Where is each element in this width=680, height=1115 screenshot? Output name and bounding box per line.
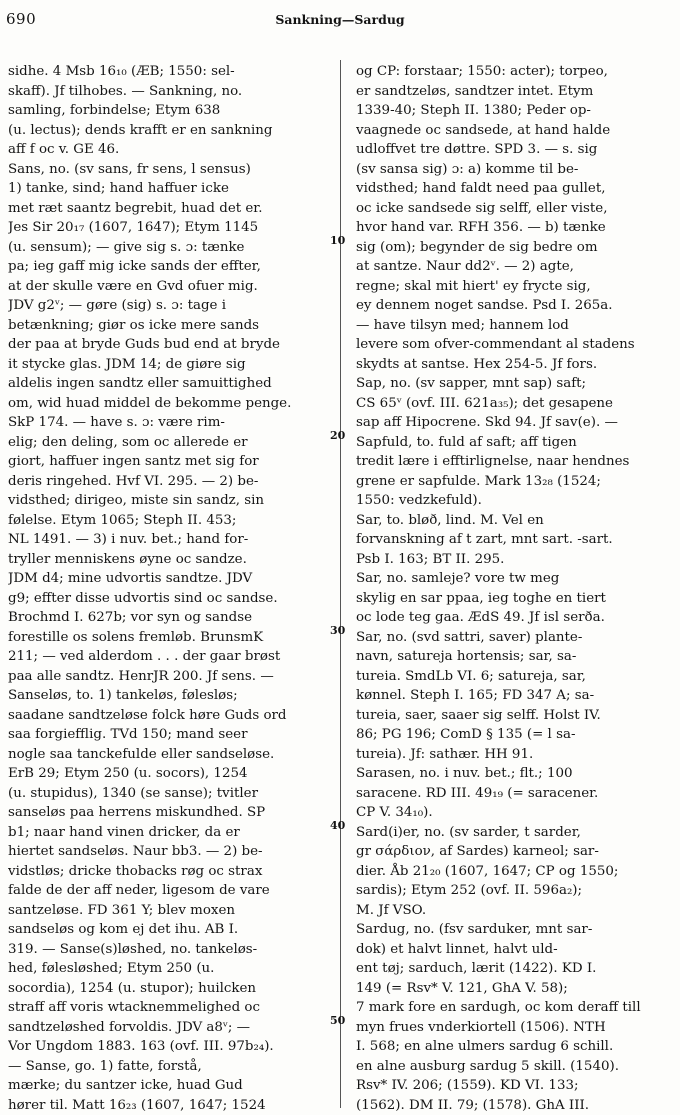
text-line: — Sanse, go. 1) fatte, forstå, xyxy=(8,1057,330,1077)
text-line: Sardug, no. (fsv sarduker, mnt sar- xyxy=(356,920,672,940)
text-line: paa alle sandtz. HenrJR 200. Jf sens. — xyxy=(8,667,330,687)
text-line: er sandtzeløs, sandtzer intet. Etym xyxy=(356,82,672,102)
margin-line-number: 30 xyxy=(330,624,345,637)
right-column xyxy=(356,62,672,1115)
text-line: vaagnede oc sandsede, at hand halde xyxy=(356,121,672,141)
text-line: aldelis ingen sandtz eller samuittighed xyxy=(8,374,330,394)
text-line: sandseløs og kom ej det ihu. AB I. xyxy=(8,920,330,940)
text-line: Psb I. 163; BT II. 295. xyxy=(356,550,672,570)
text-line: vidstløs; dricke thobacks røg oc strax xyxy=(8,862,330,882)
text-line: oc icke sandsede sig selff, eller viste, xyxy=(356,199,672,219)
text-line: (u. sensum); — give sig s. ɔ: tænke xyxy=(8,238,330,258)
text-line: Jes Sir 20₁₇ (1607, 1647); Etym 1145 xyxy=(8,218,330,238)
text-line: betænkning; giør os icke mere sands xyxy=(8,316,330,336)
text-line: at der skulle være en Gvd ofuer mig. xyxy=(8,277,330,297)
text-line: — have tilsyn med; hannem lod xyxy=(356,316,672,336)
text-line: sanseløs paa herrens miskundhed. SP xyxy=(8,803,330,823)
text-line: samling, forbindelse; Etym 638 xyxy=(8,101,330,121)
text-line: saadane sandtzeløse folck høre Guds ord xyxy=(8,706,330,726)
text-line: ErB 29; Etym 250 (u. socors), 1254 xyxy=(8,764,330,784)
text-line: skaff). Jf tilhobes. — Sankning, no. xyxy=(8,82,330,102)
text-line: dok) et halvt linnet, halvt uld- xyxy=(356,940,672,960)
text-line: tureia. SmdLb VI. 6; satureja, sar, xyxy=(356,667,672,687)
text-line: gr σάρδιον, af Sardes) karneol; sar- xyxy=(356,842,672,862)
text-line: myn frues vnderkiortell (1506). NTH xyxy=(356,1018,672,1038)
text-line: Sar, no. (svd sattri, saver) plante- xyxy=(356,628,672,648)
text-line: tredit lære i efftirlignelse, naar hendnes xyxy=(356,452,672,472)
margin-line-number: 10 xyxy=(330,234,345,247)
text-line: aff f oc v. GE 46. xyxy=(8,140,330,160)
text-line: sap aff Hipocrene. Skd 94. Jf sav(e). — xyxy=(356,413,672,433)
text-line: levere som ofver-commendant al stadens xyxy=(356,335,672,355)
text-line: Rsv* IV. 206; (1559). KD VI. 133; xyxy=(356,1076,672,1096)
text-line: (sv sansa sig) ɔ: a) komme til be- xyxy=(356,160,672,180)
text-line: 149 (= Rsv* V. 121, GhA V. 58); xyxy=(356,979,672,999)
text-line: vidsthed; dirigeo, miste sin sandz, sin xyxy=(8,491,330,511)
text-line: oc lode teg gaa. ÆdS 49. Jf isl serða. xyxy=(356,608,672,628)
text-line: tureia). Jf: sathær. HH 91. xyxy=(356,745,672,765)
text-line: it stycke glas. JDM 14; de giøre sig xyxy=(8,355,330,375)
text-line: b1; naar hand vinen dricker, da er xyxy=(8,823,330,843)
text-line: JDV g2ᵛ; — gøre (sig) s. ɔ: tage i xyxy=(8,296,330,316)
text-line: kønnel. Steph I. 165; FD 347 A; sa- xyxy=(356,686,672,706)
text-line: skylig en sar ppaa, ieg toghe en tiert xyxy=(356,589,672,609)
text-line: vidsthed; hand faldt need paa gullet, xyxy=(356,179,672,199)
text-line: pa; ieg gaff mig icke sands der effter, xyxy=(8,257,330,277)
text-line: 1339-40; Steph II. 1380; Peder op- xyxy=(356,101,672,121)
text-line: CS 65ᵛ (ovf. III. 621a₃₅); det gesapene xyxy=(356,394,672,414)
text-line: følelse. Etym 1065; Steph II. 453; xyxy=(8,511,330,531)
text-line: M. Jf VSO. xyxy=(356,901,672,921)
text-line: sardis); Etym 252 (ovf. II. 596a₂); xyxy=(356,881,672,901)
text-line: og CP: forstaar; 1550: acter); torpeo, xyxy=(356,62,672,82)
text-line: Brochmd I. 627b; vor syn og sandse xyxy=(8,608,330,628)
text-line: sandtzeløshed forvoldis. JDV a8ᵛ; — xyxy=(8,1018,330,1038)
text-line: om, wid huad middel de bekomme penge. xyxy=(8,394,330,414)
text-line: falde de der aff neder, ligesom de vare xyxy=(8,881,330,901)
text-line: 319. — Sanse(s)løshed, no. tankeløs- xyxy=(8,940,330,960)
margin-line-number: 20 xyxy=(330,429,345,442)
text-line: Sar, to. bløð, lind. M. Vel en xyxy=(356,511,672,531)
text-line: tryller menniskens øyne oc sandze. xyxy=(8,550,330,570)
text-line: forestille os solens fremløb. BrunsmK xyxy=(8,628,330,648)
text-line: g9; effter disse udvortis sind oc sandse. xyxy=(8,589,330,609)
text-line: der paa at bryde Guds bud end at bryde xyxy=(8,335,330,355)
text-line: Sarasen, no. i nuv. bet.; flt.; 100 xyxy=(356,764,672,784)
text-line: udloffvet tre døttre. SPD 3. — s. sig xyxy=(356,140,672,160)
text-line: saa forgiefflig. TVd 150; mand seer xyxy=(8,725,330,745)
text-line: regne; skal mit hiert' ey frycte sig, xyxy=(356,277,672,297)
text-line: 1550: vedzkefuld). xyxy=(356,491,672,511)
text-line: ey dennem noget sandse. Psd I. 265a. xyxy=(356,296,672,316)
text-line: hvor hand var. RFH 356. — b) tænke xyxy=(356,218,672,238)
text-line: I. 568; en alne ulmers sardug 6 schill. xyxy=(356,1037,672,1057)
text-line: forvanskning af t zart, mnt sart. -sart. xyxy=(356,530,672,550)
running-head: Sankning—Sardug xyxy=(0,12,680,27)
text-line: hed, følesløshed; Etym 250 (u. xyxy=(8,959,330,979)
text-line: straff aff voris wtacknemmelighed oc xyxy=(8,998,330,1018)
page-header xyxy=(0,6,680,36)
text-line: Sard(i)er, no. (sv sarder, t sarder, xyxy=(356,823,672,843)
text-line: grene er sapfulde. Mark 13₂₈ (1524; xyxy=(356,472,672,492)
text-line: skydts at santse. Hex 254-5. Jf fors. xyxy=(356,355,672,375)
text-line: 1) tanke, sind; hand haffuer icke xyxy=(8,179,330,199)
text-line: (1562). DM II. 79; (1578). GhA III. xyxy=(356,1096,672,1115)
text-line: CP V. 34₁₀). xyxy=(356,803,672,823)
text-line: (u. stupidus), 1340 (se sanse); tvitler xyxy=(8,784,330,804)
text-line: Sapfuld, to. fuld af saft; aff tigen xyxy=(356,433,672,453)
text-line: at santze. Naur dd2ᵛ. — 2) agte, xyxy=(356,257,672,277)
text-line: hører til. Matt 16₂₃ (1607, 1647; 1524 xyxy=(8,1096,330,1115)
text-line: sidhe. 4 Msb 16₁₀ (ÆB; 1550: sel- xyxy=(8,62,330,82)
text-line: Vor Ungdom 1883. 163 (ovf. III. 97b₂₄). xyxy=(8,1037,330,1057)
text-line: santzeløse. FD 361 Y; blev moxen xyxy=(8,901,330,921)
text-line: 86; PG 196; ComD § 135 (= l sa- xyxy=(356,725,672,745)
text-line: mærke; du santzer icke, huad Gud xyxy=(8,1076,330,1096)
text-line: ent tøj; sarduch, lærit (1422). KD I. xyxy=(356,959,672,979)
text-line: nogle saa tanckefulde eller sandseløse. xyxy=(8,745,330,765)
text-line: dier. Åb 21₂₀ (1607, 1647; CP og 1550; xyxy=(356,862,672,882)
text-line: tureia, saer, saaer sig selff. Holst IV. xyxy=(356,706,672,726)
text-line: Sanseløs, to. 1) tankeløs, følesløs; xyxy=(8,686,330,706)
text-line: (u. lectus); dends krafft er en sankning xyxy=(8,121,330,141)
text-line: Sar, no. samleje? vore tw meg xyxy=(356,569,672,589)
text-line: deris ringehed. Hvf VI. 295. — 2) be- xyxy=(8,472,330,492)
text-line: NL 1491. — 3) i nuv. bet.; hand for- xyxy=(8,530,330,550)
column-divider xyxy=(340,60,341,1108)
text-line: navn, satureja hortensis; sar, sa- xyxy=(356,647,672,667)
margin-line-number: 40 xyxy=(330,819,345,832)
text-line: saracene. RD III. 49₁₉ (= saracener. xyxy=(356,784,672,804)
text-line: sig (om); begynder de sig bedre om xyxy=(356,238,672,258)
text-line: hiertet sandseløs. Naur bb3. — 2) be- xyxy=(8,842,330,862)
text-line: giort, haffuer ingen santz met sig for xyxy=(8,452,330,472)
text-line: Sap, no. (sv sapper, mnt sap) saft; xyxy=(356,374,672,394)
text-line: Sans, no. (sv sans, fr sens, l sensus) xyxy=(8,160,330,180)
text-line: SkP 174. — have s. ɔ: være rim- xyxy=(8,413,330,433)
text-line: JDM d4; mine udvortis sandtze. JDV xyxy=(8,569,330,589)
text-line: en alne ausburg sardug 5 skill. (1540). xyxy=(356,1057,672,1077)
text-line: socordia), 1254 (u. stupor); huilcken xyxy=(8,979,330,999)
text-line: 211; — ved alderdom . . . der gaar brøst xyxy=(8,647,330,667)
text-line: elig; den deling, som oc allerede er xyxy=(8,433,330,453)
page-number: 690 xyxy=(6,10,36,28)
margin-line-number: 50 xyxy=(330,1014,345,1027)
text-line: met ræt saantz begrebit, huad det er. xyxy=(8,199,330,219)
text-line: 7 mark fore en sardugh, oc kom deraff till xyxy=(356,998,672,1018)
left-column xyxy=(8,62,330,1115)
